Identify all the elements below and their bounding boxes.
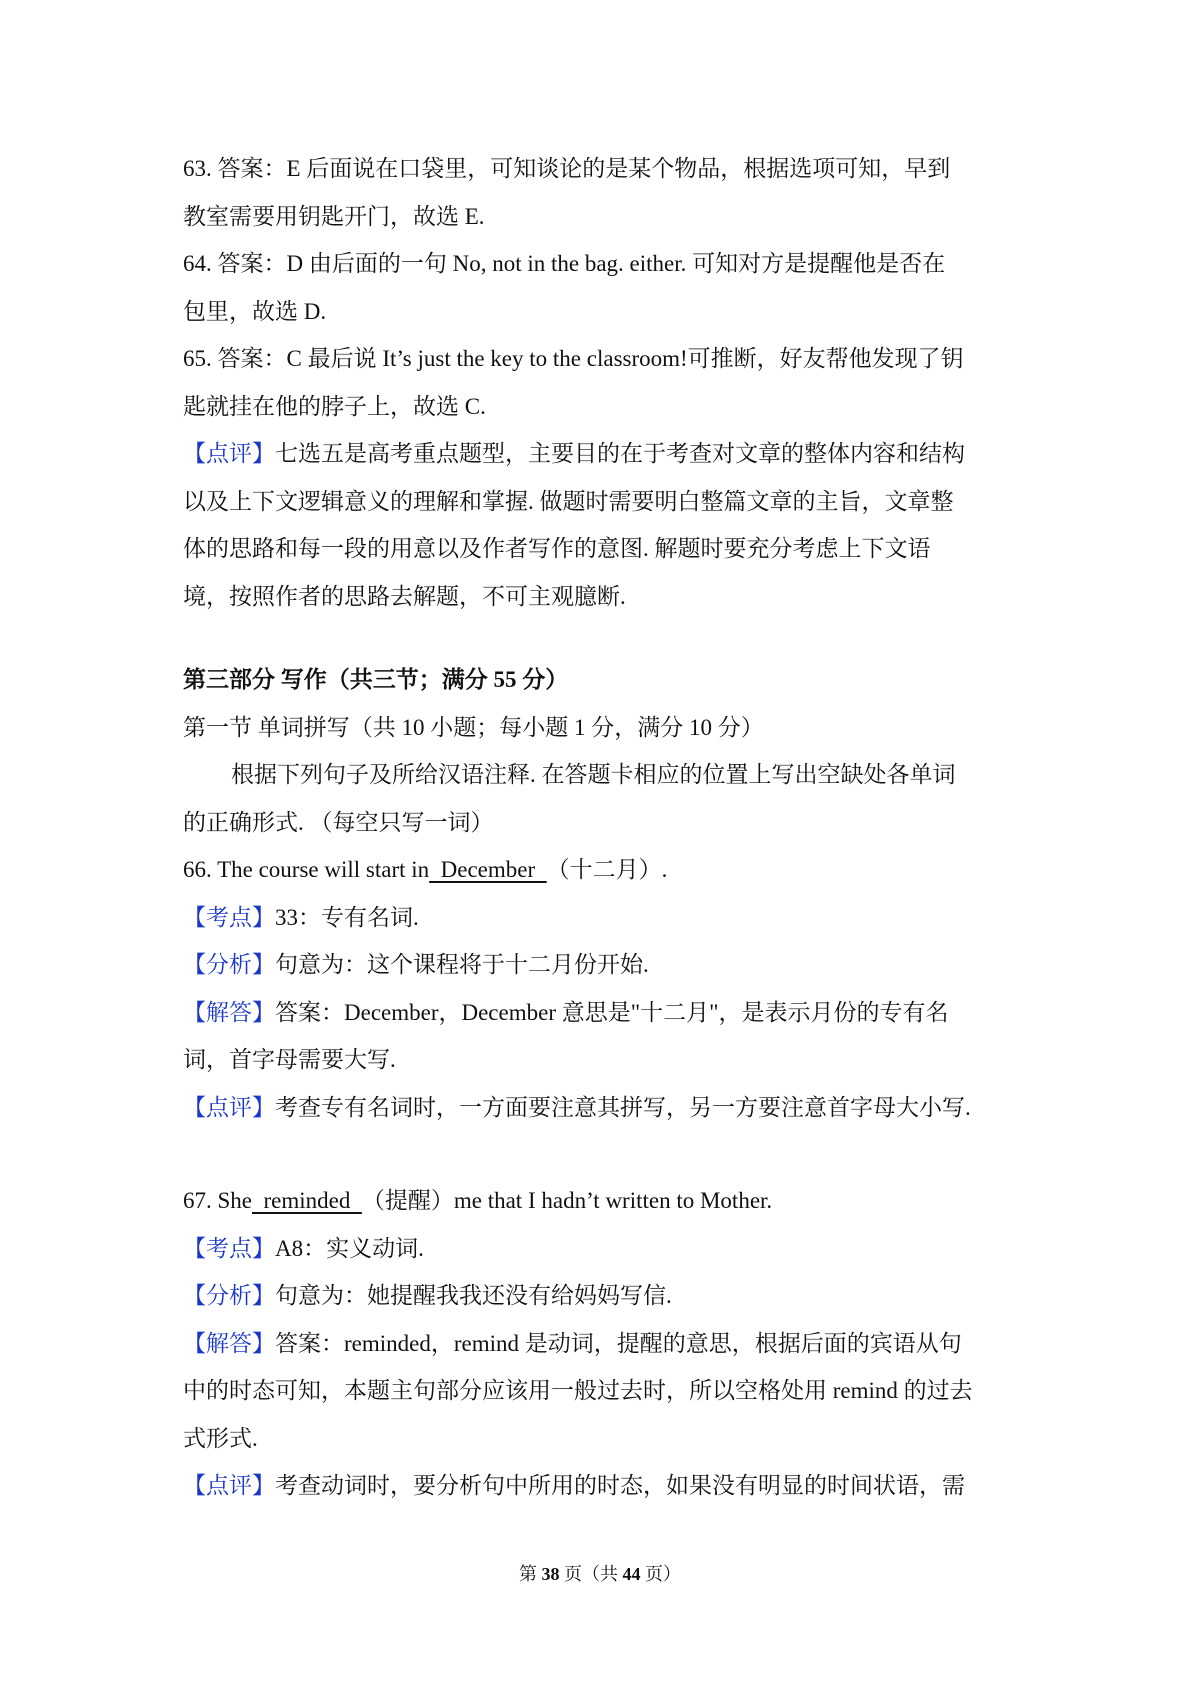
q65-line-2: 匙就挂在他的脖子上，故选 C. [183, 393, 486, 419]
q63-line-1: 63. 答案：E 后面说在口袋里，可知谈论的是某个物品，根据选项可知，早到 [183, 156, 951, 181]
q67-suffix: （提醒）me that I hadn’t written to Mother. [361, 1188, 773, 1213]
jieda-tag: 【解答】 [183, 1330, 275, 1356]
q64-line-2: 包里，故选 D. [183, 298, 327, 324]
jieda-tag: 【解答】 [183, 999, 275, 1025]
footer-suffix: 页） [640, 1564, 681, 1584]
q67-jieda-line-1 [183, 1320, 1028, 1368]
q67-jieda-line-2: 中的时态可知，本题主句部分应该用一般过去时，所以空格处用 remind 的过去 [183, 1378, 973, 1403]
review-tag: 【点评】 [183, 441, 275, 466]
part-heading: 第三部分 写作（共三节；满分 55 分） [183, 667, 569, 692]
q66-dianping [183, 1084, 1028, 1132]
page-footer [0, 1560, 1200, 1586]
kaodian-text: A8：实义动词. [275, 1235, 424, 1261]
subsection-heading: 第一节 单词拼写（共 10 小题；每小题 1 分，满分 10 分） [183, 714, 764, 740]
fenxi-text: 句意为：这个课程将于十二月份开始. [275, 952, 649, 977]
footer-page-number: 38 [541, 1564, 560, 1584]
kaodian-tag: 【考点】 [183, 1235, 275, 1261]
footer-prefix: 第 [519, 1564, 542, 1584]
review-line-3: 体的思路和每一段的用意以及作者写作的意图. 解题时要充分考虑上下文语 [183, 536, 931, 561]
instruction-line-2: 的正确形式. （每空只写一词） [183, 809, 494, 835]
spacer [183, 620, 1028, 656]
dianping-tag: 【点评】 [183, 1094, 275, 1120]
spacer [183, 1131, 1028, 1177]
q63-line-2: 教室需要用钥匙开门，故选 E. [183, 203, 485, 229]
review-line-1 [183, 430, 1028, 478]
jieda-text-1: 答案：December，December 意思是"十二月"，是表示月份的专有名 [275, 999, 949, 1025]
dianping-tag: 【点评】 [183, 1473, 275, 1498]
footer-middle: 页（共 [559, 1564, 623, 1584]
dianping-text: 考查专有名词时，一方面要注意其拼写，另一方要注意首字母大小写. [275, 1094, 971, 1120]
document-page [183, 145, 1028, 1510]
q66-kaodian [183, 894, 1028, 942]
q67-fenxi [183, 1272, 1028, 1320]
fenxi-text: 句意为：她提醒我我还没有给妈妈写信. [275, 1283, 672, 1308]
jieda-text-1: 答案：reminded，remind 是动词，提醒的意思，根据后面的宾语从句 [275, 1330, 962, 1356]
q66-jieda-line-1 [183, 989, 1028, 1037]
q65-line-1: 65. 答案：C 最后说 It’s just the key to the classroom!可推断，好友帮他发现了钥 [183, 346, 964, 371]
review-line-2: 以及上下文逻辑意义的理解和掌握. 做题时需要明白整篇文章的主旨，文章整 [183, 488, 954, 514]
q66-suffix: （十二月）. [546, 857, 668, 882]
fenxi-tag: 【分析】 [183, 1283, 275, 1308]
q66-prefix: 66. The course will start in [183, 857, 430, 882]
q66-question [183, 846, 1028, 894]
q67-jieda-line-3: 式形式. [183, 1425, 258, 1451]
q66-answer-blank: December [429, 857, 547, 882]
footer-total-pages: 44 [622, 1564, 641, 1584]
review-text-1: 七选五是高考重点题型，主要目的在于考查对文章的整体内容和结构 [275, 441, 965, 466]
q67-dianping [183, 1462, 1028, 1510]
q66-jieda-line-2: 词，首字母需要大写. [183, 1047, 396, 1072]
q66-fenxi [183, 941, 1028, 989]
q67-kaodian [183, 1225, 1028, 1273]
q67-answer-blank: reminded [252, 1188, 362, 1213]
q67-prefix: 67. She [183, 1188, 252, 1213]
review-line-4: 境，按照作者的思路去解题，不可主观臆断. [183, 583, 626, 609]
q67-question [183, 1177, 1028, 1225]
kaodian-text: 33：专有名词. [275, 904, 419, 930]
dianping-text: 考查动词时，要分析句中所用的时态，如果没有明显的时间状语，需 [275, 1473, 965, 1498]
fenxi-tag: 【分析】 [183, 952, 275, 977]
q64-line-1: 64. 答案：D 由后面的一句 No, not in the bag. either. 可知对方是提醒他是否在 [183, 251, 946, 276]
instruction-line-1: 根据下列句子及所给汉语注释. 在答题卡相应的位置上写出空缺处各单词 [231, 762, 956, 787]
kaodian-tag: 【考点】 [183, 904, 275, 930]
